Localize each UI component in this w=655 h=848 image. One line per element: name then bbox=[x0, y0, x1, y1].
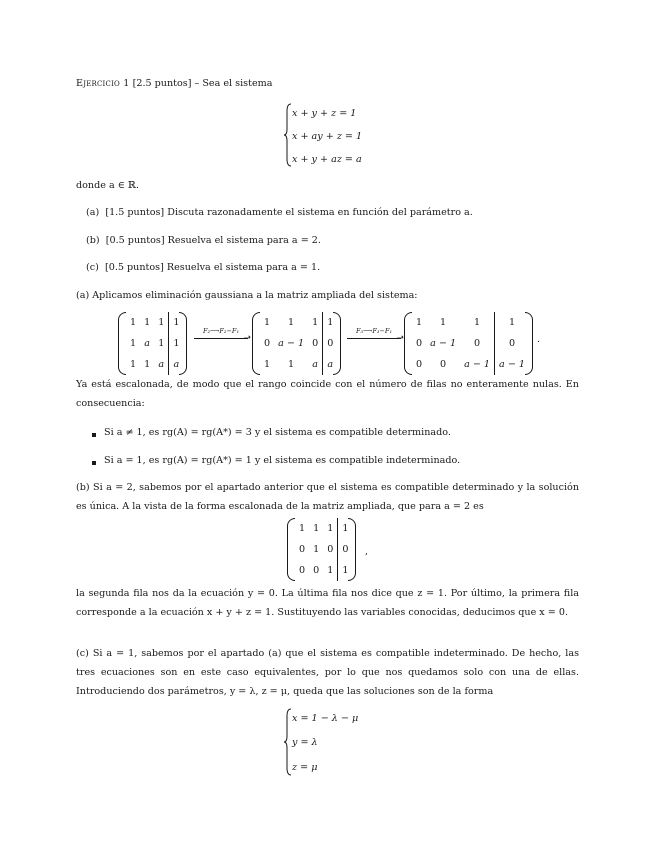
matrix-cell: 0 bbox=[323, 333, 334, 354]
matrix-cell: 0 bbox=[327, 544, 334, 555]
matrix-cell: 1 bbox=[264, 359, 271, 370]
matrix-cell: a bbox=[158, 359, 165, 370]
matrix-a-equals-2 bbox=[287, 518, 356, 581]
exercise-intro: – Sea el sistema bbox=[194, 78, 273, 89]
question-label: (a) bbox=[86, 207, 100, 218]
matrix-cell: 1 bbox=[323, 312, 334, 333]
matrix-cell: a bbox=[169, 354, 180, 375]
part-a-conclusion: Ya está escalonada, de modo que el rango coincide con el número de filas no enteramente nulas. En consecuencia: bbox=[76, 379, 579, 409]
matrix-cell: 0 bbox=[313, 565, 320, 576]
matrix-cell: 1 bbox=[288, 359, 295, 370]
matrix-echelon bbox=[404, 312, 533, 375]
matrix-cell: a bbox=[312, 359, 318, 370]
matrix-cell: 1 bbox=[264, 317, 271, 328]
matrix-cell: 0 bbox=[440, 359, 447, 370]
matrix-cell: 0 bbox=[299, 565, 306, 576]
matrix-cell: 1 bbox=[338, 560, 349, 581]
system-equation-2: x + ay + z = 1 bbox=[292, 131, 363, 142]
matrix-cell: a bbox=[144, 338, 151, 349]
part-c-intro: (c) Si a = 1, sabemos por el apartado (a) que el sistema es compatible indeterminado. De hecho, las tres ecuaciones son en este caso equivalentes, por lo que nos quedamos solo con una de ellas. Introduciendo dos parámetros, y = λ, z = μ, queda que las soluciones son de la forma bbox=[76, 648, 579, 697]
matrix-cell: a − 1 bbox=[464, 359, 491, 370]
matrix-original bbox=[118, 312, 187, 375]
matrix-cell: 1 bbox=[312, 317, 319, 328]
system-equation-3: x + y + az = a bbox=[292, 154, 362, 165]
matrix-cell: 1 bbox=[130, 317, 137, 328]
question-points: [1.5 puntos] bbox=[105, 207, 165, 218]
matrix-cell: 0 bbox=[474, 338, 481, 349]
matrix-cell: 0 bbox=[416, 359, 423, 370]
question-c bbox=[86, 262, 320, 273]
matrix-period: . bbox=[537, 334, 541, 345]
matrix-cell: 1 bbox=[327, 523, 334, 534]
matrix-cell: a − 1 bbox=[430, 338, 457, 349]
matrix-cell: 1 bbox=[144, 317, 151, 328]
solution-x: x = 1 − λ − μ bbox=[292, 713, 359, 724]
question-label: (c) bbox=[86, 262, 99, 273]
question-text: Resuelva el sistema para a = 1. bbox=[166, 262, 321, 273]
question-label: (b) bbox=[86, 235, 100, 246]
matrix-comma: , bbox=[365, 546, 369, 557]
matrix-cell: 1 bbox=[130, 338, 137, 349]
matrix-cell: 0 bbox=[312, 338, 319, 349]
matrix-cell: 1 bbox=[416, 317, 423, 328]
matrix-cell: 1 bbox=[338, 518, 349, 539]
matrix-cell: a − 1 bbox=[495, 354, 525, 375]
part-a-intro: (a) Aplicamos eliminación gaussiana a la matriz ampliada del sistema: bbox=[76, 290, 418, 301]
bullet-marker bbox=[92, 461, 96, 465]
matrix-cell: 0 bbox=[264, 338, 271, 349]
part-b-conclusion: la segunda fila nos da la ecuación y = 0. La última fila nos dice que z = 1. Por último, la primera fila corresponde a la ecuación x + y + z = 1. Sustituyendo las variables conocidas, deducimos que x = 0. bbox=[76, 588, 579, 618]
matrix-cell: 0 bbox=[495, 333, 525, 354]
matrix-cell: 0 bbox=[416, 338, 423, 349]
exercise-points: [2.5 puntos] bbox=[132, 78, 192, 89]
matrix-cell: 1 bbox=[495, 312, 525, 333]
solution-z: z = μ bbox=[292, 762, 318, 773]
domain-text: donde a ∈ ℝ. bbox=[76, 180, 139, 191]
matrix-cell: a bbox=[323, 354, 334, 375]
matrix-cell: a − 1 bbox=[278, 338, 305, 349]
bullet-text: Si a = 1, es rg(A) = rg(A*) = 1 y el sistema es compatible indeterminado. bbox=[104, 455, 461, 466]
matrix-cell: 1 bbox=[169, 312, 180, 333]
bullet-marker bbox=[92, 433, 96, 437]
matrix-cell: 1 bbox=[299, 523, 306, 534]
matrix-cell: 1 bbox=[144, 359, 151, 370]
row-operation-label: F₃⟶F₃−F₁ bbox=[355, 327, 393, 335]
matrix-cell: 1 bbox=[313, 523, 320, 534]
part-b-intro: (b) Si a = 2, sabemos por el apartado anterior que el sistema es compatible determinado y la solución es única. A la vista de la forma escalonada de la matriz ampliada, que para a = 2 es bbox=[76, 482, 579, 512]
question-a bbox=[86, 207, 473, 218]
question-points: [0.5 puntos] bbox=[105, 235, 165, 246]
exercise-header bbox=[76, 78, 272, 89]
matrix-cell: 1 bbox=[158, 338, 165, 349]
system-equation-1: x + y + z = 1 bbox=[292, 108, 357, 119]
row-operation-label: F₂⟶F₂−F₁ bbox=[202, 327, 240, 335]
matrix-cell: 1 bbox=[158, 317, 165, 328]
matrix-cell: 1 bbox=[327, 565, 334, 576]
matrix-cell: 0 bbox=[299, 544, 306, 555]
question-points: [0.5 puntos] bbox=[104, 262, 164, 273]
question-text: Discuta razonadamente el sistema en función del parámetro a. bbox=[167, 207, 473, 218]
question-text: Resuelva el sistema para a = 2. bbox=[167, 235, 321, 246]
question-b bbox=[86, 235, 321, 246]
exercise-label: Ejercicio 1 bbox=[76, 78, 130, 89]
matrix-cell: 1 bbox=[130, 359, 137, 370]
matrix-cell: 1 bbox=[313, 544, 320, 555]
matrix-cell: 1 bbox=[288, 317, 295, 328]
matrix-cell: 0 bbox=[338, 539, 349, 560]
bullet-text: Si a ≠ 1, es rg(A) = rg(A*) = 3 y el sistema es compatible determinado. bbox=[104, 427, 451, 438]
matrix-cell: 1 bbox=[440, 317, 447, 328]
solution-y: y = λ bbox=[292, 737, 318, 748]
matrix-cell: 1 bbox=[169, 333, 180, 354]
matrix-cell: 1 bbox=[474, 317, 481, 328]
matrix-step-1 bbox=[252, 312, 341, 375]
